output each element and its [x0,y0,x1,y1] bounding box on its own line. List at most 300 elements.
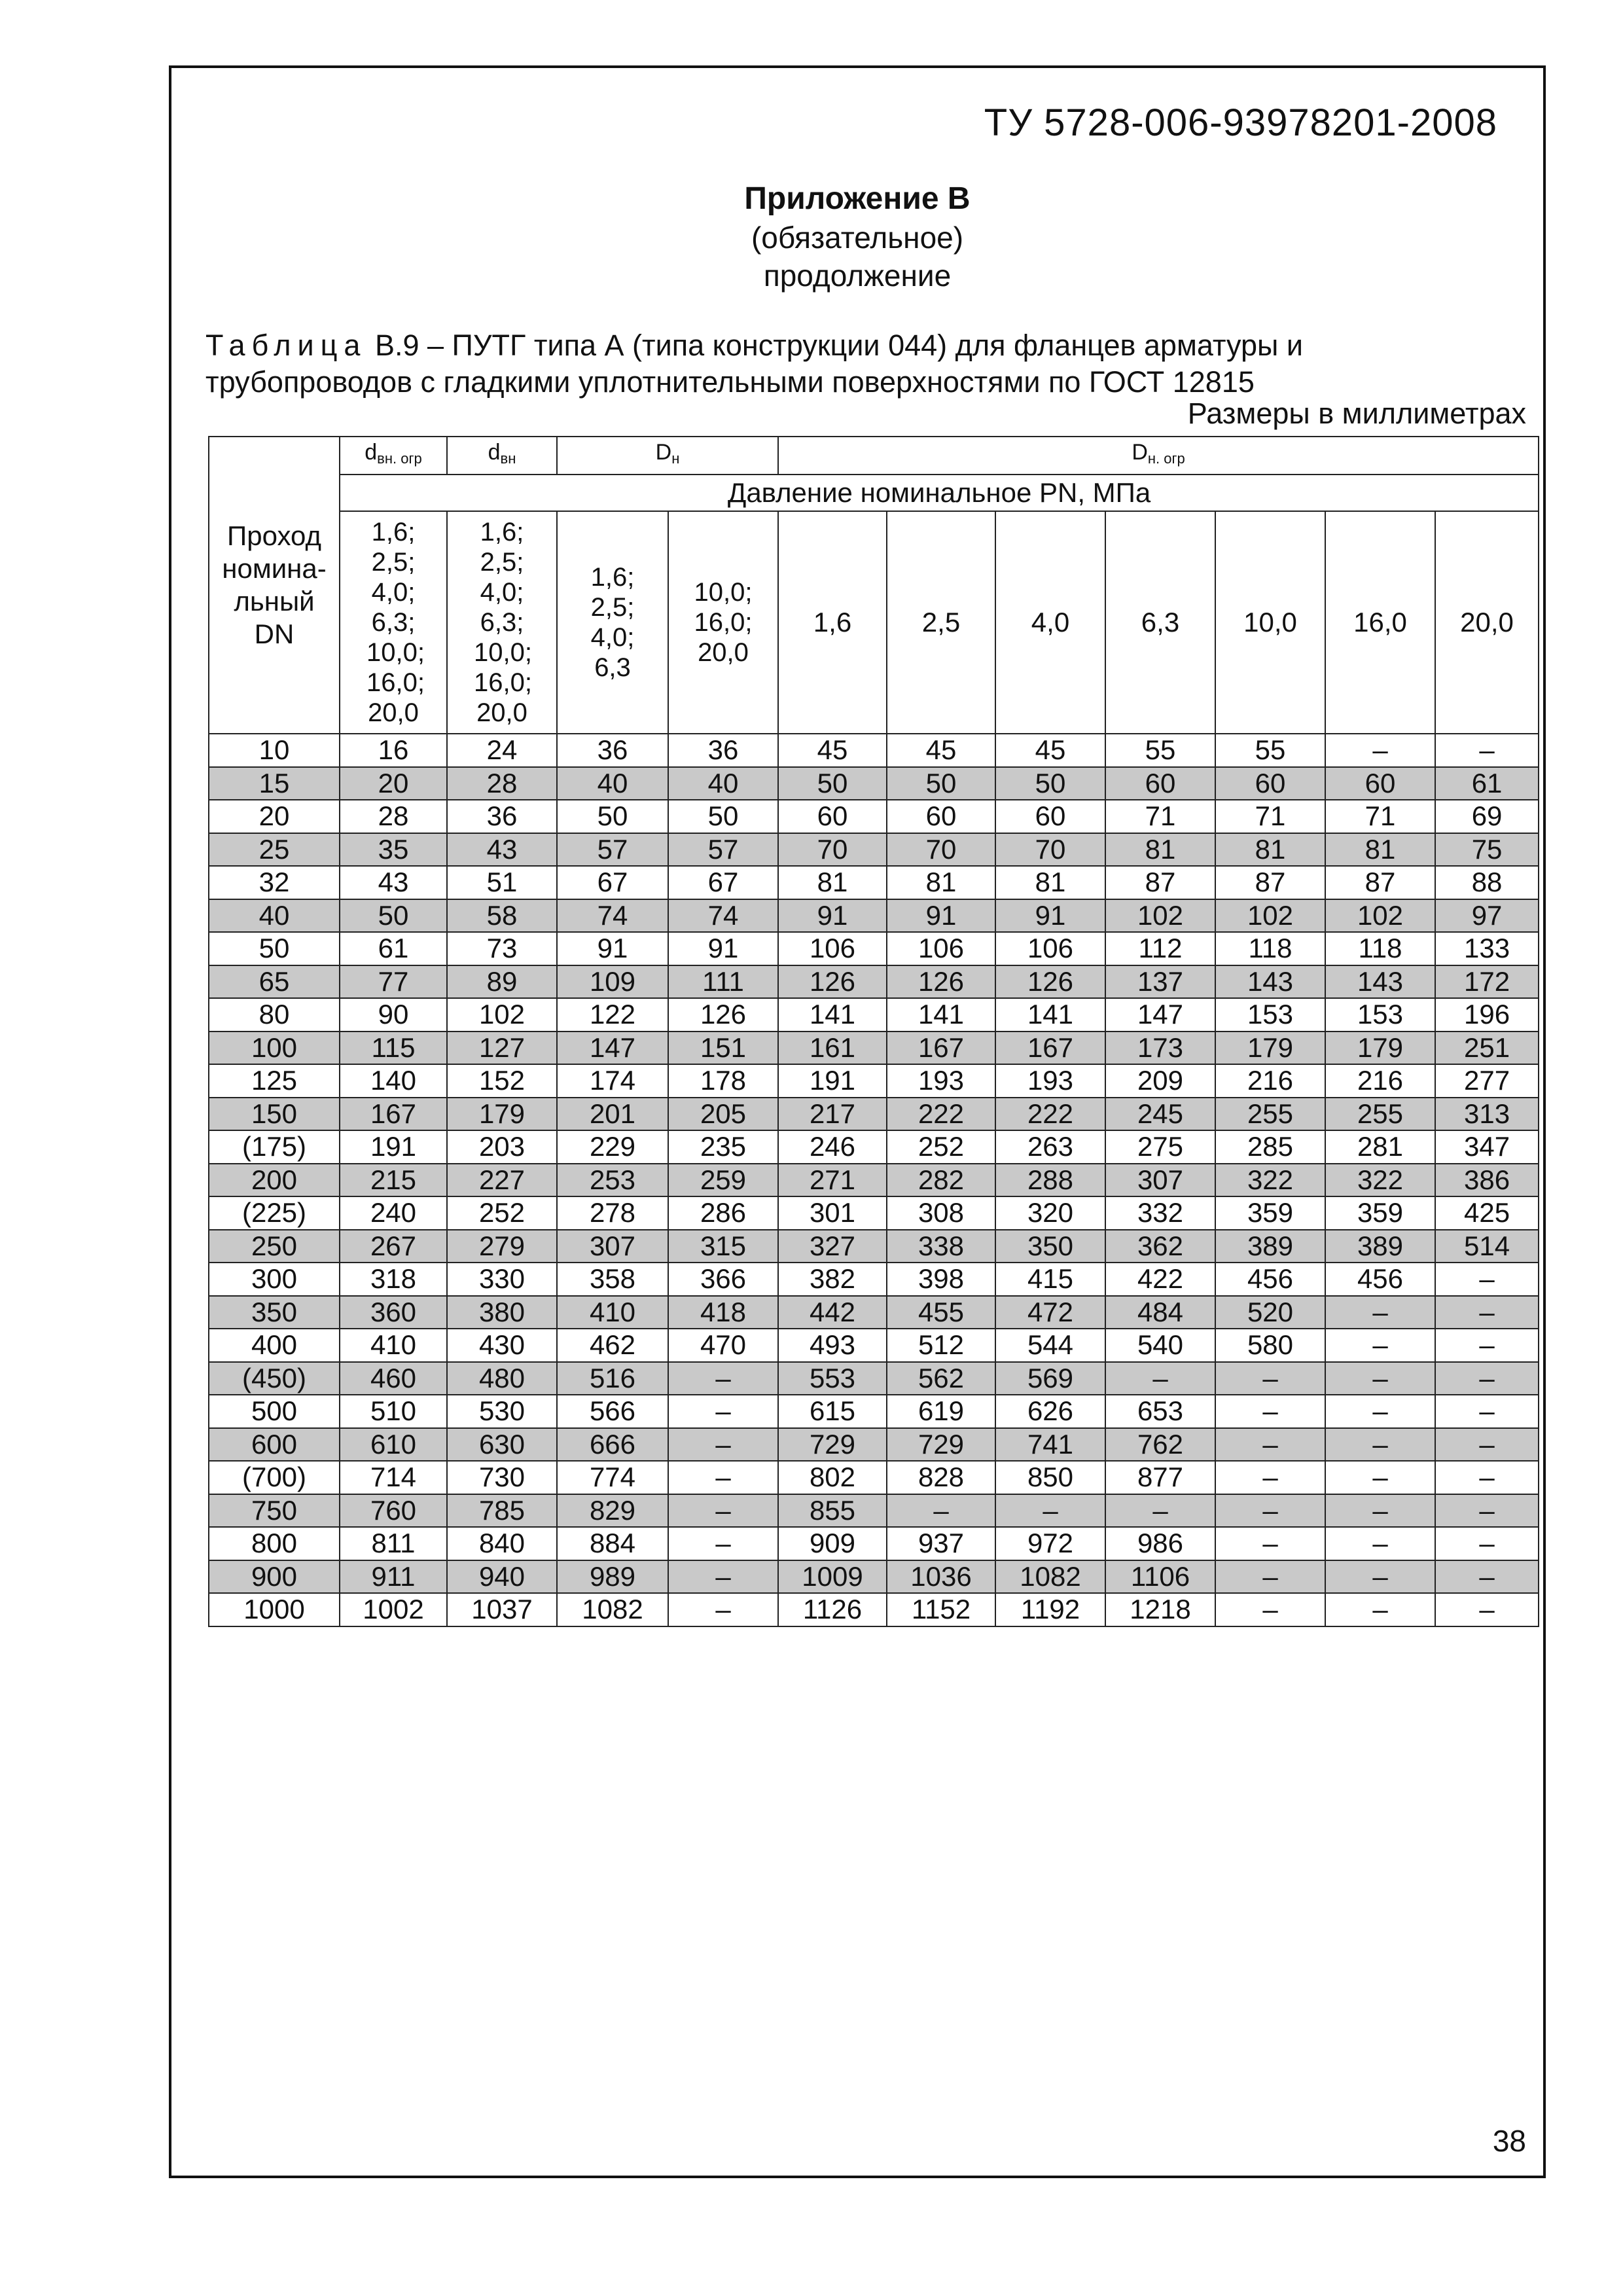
value-cell: 729 [778,1428,887,1462]
table-row [209,1461,1539,1494]
value-cell: – [887,1494,995,1528]
value-cell: 91 [557,932,668,965]
value-cell: 167 [995,1031,1105,1065]
value-cell: – [1435,1263,1539,1296]
value-cell: – [668,1461,778,1494]
value-cell: 330 [447,1263,557,1296]
value-cell: 322 [1215,1164,1325,1197]
table-row [209,734,1539,767]
value-cell: 90 [340,998,447,1031]
value-cell: 741 [995,1428,1105,1462]
value-cell: 179 [447,1098,557,1131]
value-cell: – [1325,1362,1435,1395]
value-cell: 71 [1105,800,1215,833]
value-cell: 50 [557,800,668,833]
table-row [209,1130,1539,1164]
table-row [209,767,1539,800]
value-cell: 141 [995,998,1105,1031]
value-cell: 55 [1215,734,1325,767]
value-cell: 102 [1325,899,1435,933]
value-cell: 179 [1215,1031,1325,1065]
value-cell: – [1105,1362,1215,1395]
value-cell: 127 [447,1031,557,1065]
value-cell: 286 [668,1196,778,1230]
value-cell: 167 [340,1098,447,1131]
value-cell: 1002 [340,1593,447,1626]
pn-col-header: 4,0 [995,511,1105,734]
value-cell: 811 [340,1527,447,1560]
value-cell: 50 [995,767,1105,800]
value-cell: 802 [778,1461,887,1494]
value-cell: – [1435,1329,1539,1362]
value-cell: 307 [557,1230,668,1263]
table-row [209,1263,1539,1296]
dn-cell: 900 [209,1560,340,1594]
dn-cell: 25 [209,833,340,867]
value-cell: 267 [340,1230,447,1263]
value-cell: 972 [995,1527,1105,1560]
value-cell: 91 [668,932,778,965]
value-cell: 986 [1105,1527,1215,1560]
value-cell: – [668,1527,778,1560]
value-cell: 60 [778,800,887,833]
value-cell: 115 [340,1031,447,1065]
value-cell: – [1435,734,1539,767]
value-cell: 167 [887,1031,995,1065]
value-cell: 246 [778,1130,887,1164]
value-cell: 259 [668,1164,778,1197]
value-cell: 141 [887,998,995,1031]
value-cell: 389 [1215,1230,1325,1263]
value-cell: – [668,1362,778,1395]
dn-cell: 20 [209,800,340,833]
table-row [209,1362,1539,1395]
value-cell: 460 [340,1362,447,1395]
dn-cell: 800 [209,1527,340,1560]
value-cell: 1009 [778,1560,887,1594]
pn-col-header: 6,3 [1105,511,1215,734]
table-row [209,1560,1539,1594]
pn-col-header: 10,0 [1215,511,1325,734]
value-cell: 43 [340,866,447,899]
table-row [209,1296,1539,1329]
value-cell: – [1435,1461,1539,1494]
value-cell: – [668,1395,778,1428]
value-cell: 173 [1105,1031,1215,1065]
value-cell: – [1435,1494,1539,1528]
dn-cell: 350 [209,1296,340,1329]
value-cell: 87 [1105,866,1215,899]
value-cell: 172 [1435,965,1539,999]
value-cell: – [1435,1593,1539,1626]
value-cell: 252 [887,1130,995,1164]
value-cell: 398 [887,1263,995,1296]
value-cell: 462 [557,1329,668,1362]
value-cell: 282 [887,1164,995,1197]
pn-col-header: 16,0 [1325,511,1435,734]
value-cell: 140 [340,1064,447,1098]
value-cell: 102 [1105,899,1215,933]
value-cell: 203 [447,1130,557,1164]
dn-cell: 250 [209,1230,340,1263]
value-cell: 512 [887,1329,995,1362]
value-cell: 67 [557,866,668,899]
value-cell: 118 [1215,932,1325,965]
value-cell: 16 [340,734,447,767]
value-cell: – [668,1494,778,1528]
value-cell: – [1325,1461,1435,1494]
value-cell: – [1215,1593,1325,1626]
value-cell: 785 [447,1494,557,1528]
value-cell: 540 [1105,1329,1215,1362]
value-cell: 126 [995,965,1105,999]
value-cell: 456 [1215,1263,1325,1296]
value-cell: 1037 [447,1593,557,1626]
value-cell: 147 [557,1031,668,1065]
value-cell: 205 [668,1098,778,1131]
value-cell: 1192 [995,1593,1105,1626]
value-cell: 57 [557,833,668,867]
pn-col-header: 1,6 [778,511,887,734]
gasket-dimensions-table [208,436,1539,1627]
table-row [209,1196,1539,1230]
value-cell: – [1325,1560,1435,1594]
appendix-continuation: продолжение [763,259,952,293]
value-cell: 36 [668,734,778,767]
value-cell: 178 [668,1064,778,1098]
d-vn-ogr-header: $d_{вн. огр}$ [340,437,447,475]
value-cell: 209 [1105,1064,1215,1098]
value-cell: 530 [447,1395,557,1428]
caption-lead: Таблица [205,329,367,362]
value-cell: 222 [887,1098,995,1131]
value-cell: – [1215,1395,1325,1428]
value-cell: 70 [995,833,1105,867]
value-cell: 653 [1105,1395,1215,1428]
value-cell: 285 [1215,1130,1325,1164]
value-cell: 106 [778,932,887,965]
value-cell: 430 [447,1329,557,1362]
value-cell: 77 [340,965,447,999]
dn-header: Проход номина-льный DN [209,437,340,734]
value-cell: 51 [447,866,557,899]
value-cell: 87 [1325,866,1435,899]
value-cell: 760 [340,1494,447,1528]
dn-cell: 50 [209,932,340,965]
value-cell: 229 [557,1130,668,1164]
value-cell: 619 [887,1395,995,1428]
value-cell: 308 [887,1196,995,1230]
value-cell: – [1325,1593,1435,1626]
value-cell: – [995,1494,1105,1528]
value-cell: 911 [340,1560,447,1594]
value-cell: 714 [340,1461,447,1494]
value-cell: 60 [887,800,995,833]
value-cell: 50 [778,767,887,800]
value-cell: – [1105,1494,1215,1528]
value-cell: 50 [887,767,995,800]
value-cell: 442 [778,1296,887,1329]
value-cell: 70 [887,833,995,867]
value-cell: 109 [557,965,668,999]
value-cell: 161 [778,1031,887,1065]
value-cell: 89 [447,965,557,999]
value-cell: 61 [1435,767,1539,800]
value-cell: 277 [1435,1064,1539,1098]
dn-cell: 100 [209,1031,340,1065]
pn-col-header: 2,5 [887,511,995,734]
value-cell: 520 [1215,1296,1325,1329]
value-cell: 327 [778,1230,887,1263]
value-cell: 81 [995,866,1105,899]
dn-cell: 125 [209,1064,340,1098]
value-cell: – [1215,1362,1325,1395]
value-cell: 102 [447,998,557,1031]
value-cell: 730 [447,1461,557,1494]
value-cell: 279 [447,1230,557,1263]
value-cell: 263 [995,1130,1105,1164]
value-cell: 278 [557,1196,668,1230]
value-cell: 1218 [1105,1593,1215,1626]
value-cell: 60 [1325,767,1435,800]
value-cell: 940 [447,1560,557,1594]
value-cell: 456 [1325,1263,1435,1296]
value-cell: 359 [1325,1196,1435,1230]
table-caption [205,327,1514,401]
value-cell: 828 [887,1461,995,1494]
value-cell: 569 [995,1362,1105,1395]
value-cell: 301 [778,1196,887,1230]
value-cell: 126 [887,965,995,999]
value-cell: – [1325,734,1435,767]
value-cell: 69 [1435,800,1539,833]
value-cell: 271 [778,1164,887,1197]
value-cell: 245 [1105,1098,1215,1131]
dn-cell: 750 [209,1494,340,1528]
value-cell: 1152 [887,1593,995,1626]
value-cell: 143 [1325,965,1435,999]
value-cell: 566 [557,1395,668,1428]
value-cell: 60 [1105,767,1215,800]
value-cell: 50 [340,899,447,933]
value-cell: 514 [1435,1230,1539,1263]
value-cell: 235 [668,1130,778,1164]
value-cell: – [1215,1560,1325,1594]
value-cell: 877 [1105,1461,1215,1494]
value-cell: 70 [778,833,887,867]
value-cell: 255 [1215,1098,1325,1131]
value-cell: 410 [557,1296,668,1329]
value-cell: 216 [1325,1064,1435,1098]
value-cell: 350 [995,1230,1105,1263]
units-note: Размеры в миллиметрах [1187,397,1526,430]
value-cell: 253 [557,1164,668,1197]
value-cell: 359 [1215,1196,1325,1230]
value-cell: 493 [778,1329,887,1362]
value-cell: 222 [995,1098,1105,1131]
value-cell: 307 [1105,1164,1215,1197]
value-cell: 288 [995,1164,1105,1197]
value-cell: 67 [668,866,778,899]
value-cell: 191 [340,1130,447,1164]
dn-cell: 32 [209,866,340,899]
value-cell: 516 [557,1362,668,1395]
value-cell: 196 [1435,998,1539,1031]
value-cell: 382 [778,1263,887,1296]
value-cell: – [1435,1395,1539,1428]
dn-cell: (700) [209,1461,340,1494]
table-row [209,1593,1539,1626]
table-row [209,1230,1539,1263]
value-cell: 45 [887,734,995,767]
value-cell: 322 [1325,1164,1435,1197]
table-body [209,734,1539,1626]
value-cell: 320 [995,1196,1105,1230]
value-cell: 251 [1435,1031,1539,1065]
value-cell: 193 [995,1064,1105,1098]
value-cell: – [1325,1428,1435,1462]
value-cell: 480 [447,1362,557,1395]
table-row [209,1395,1539,1428]
value-cell: 252 [447,1196,557,1230]
D-n-ogr-header: $D_{н. огр}$ [778,437,1539,475]
dn-cell: 80 [209,998,340,1031]
dn-cell: 150 [209,1098,340,1131]
value-cell: 55 [1105,734,1215,767]
value-cell: 97 [1435,899,1539,933]
value-cell: 24 [447,734,557,767]
value-cell: 133 [1435,932,1539,965]
value-cell: 118 [1325,932,1435,965]
value-cell: 91 [778,899,887,933]
value-cell: – [1435,1428,1539,1462]
value-cell: 35 [340,833,447,867]
value-cell: 20 [340,767,447,800]
value-cell: 580 [1215,1329,1325,1362]
value-cell: 422 [1105,1263,1215,1296]
value-cell: 43 [447,833,557,867]
value-cell: 332 [1105,1196,1215,1230]
dn-cell: 400 [209,1329,340,1362]
value-cell: 347 [1435,1130,1539,1164]
dn-cell: (175) [209,1130,340,1164]
dn-cell: 300 [209,1263,340,1296]
value-cell: 840 [447,1527,557,1560]
value-cell: 472 [995,1296,1105,1329]
value-cell: 137 [1105,965,1215,999]
pn-list-low: 1,6; 2,5; 4,0; 6,3 [557,511,668,734]
dn-cell: 200 [209,1164,340,1197]
table-row [209,1428,1539,1462]
page-number: 38 [1492,2124,1526,2158]
value-cell: 28 [447,767,557,800]
value-cell: 989 [557,1560,668,1594]
value-cell: 255 [1325,1098,1435,1131]
value-cell: 122 [557,998,668,1031]
value-cell: 111 [668,965,778,999]
value-cell: 562 [887,1362,995,1395]
value-cell: 410 [340,1329,447,1362]
d-vn-header: $d_{вн}$ [447,437,557,475]
pn-list-d-vn: 1,6; 2,5; 4,0; 6,3; 10,0; 16,0; 20,0 [447,511,557,734]
pn-col-header: 20,0 [1435,511,1539,734]
value-cell: 275 [1105,1130,1215,1164]
value-cell: 81 [1105,833,1215,867]
value-cell: 36 [557,734,668,767]
value-cell: 40 [668,767,778,800]
value-cell: 126 [778,965,887,999]
value-cell: 909 [778,1527,887,1560]
value-cell: 415 [995,1263,1105,1296]
value-cell: 366 [668,1263,778,1296]
value-cell: 884 [557,1527,668,1560]
value-cell: 829 [557,1494,668,1528]
value-cell: 40 [557,767,668,800]
table-row [209,1064,1539,1098]
value-cell: – [1435,1362,1539,1395]
value-cell: 153 [1325,998,1435,1031]
value-cell: 666 [557,1428,668,1462]
table-row [209,866,1539,899]
value-cell: 152 [447,1064,557,1098]
value-cell: 60 [995,800,1105,833]
value-cell: 179 [1325,1031,1435,1065]
value-cell: 61 [340,932,447,965]
value-cell: 338 [887,1230,995,1263]
caption-text: В.9 – ПУТГ типа А (типа конструкции 044) для фланцев арматуры и трубопроводов с гладкими уплотнительными поверхностями по ГОСТ 12815 [205,329,1304,399]
value-cell: 112 [1105,932,1215,965]
value-cell: 1082 [557,1593,668,1626]
dn-cell: 10 [209,734,340,767]
value-cell: 201 [557,1098,668,1131]
value-cell: 470 [668,1329,778,1362]
value-cell: 425 [1435,1196,1539,1230]
pn-list-high: 10,0; 16,0; 20,0 [668,511,778,734]
value-cell: 45 [778,734,887,767]
D-n-header: $D_н$ [557,437,778,475]
value-cell: 71 [1215,800,1325,833]
value-cell: 106 [887,932,995,965]
appendix-status: (обязательное) [751,221,964,255]
value-cell: 315 [668,1230,778,1263]
value-cell: 615 [778,1395,887,1428]
value-cell: 75 [1435,833,1539,867]
value-cell: – [1215,1428,1325,1462]
table-row [209,1494,1539,1528]
value-cell: – [1215,1527,1325,1560]
value-cell: – [1325,1329,1435,1362]
value-cell: 153 [1215,998,1325,1031]
table-row [209,1031,1539,1065]
value-cell: 71 [1325,800,1435,833]
value-cell: 510 [340,1395,447,1428]
value-cell: – [1435,1560,1539,1594]
document-code: ТУ 5728-006-93978201-2008 [984,101,1497,144]
value-cell: 553 [778,1362,887,1395]
value-cell: – [1325,1494,1435,1528]
page-frame [169,65,1546,2178]
value-cell: 81 [778,866,887,899]
value-cell: 610 [340,1428,447,1462]
value-cell: 1036 [887,1560,995,1594]
value-cell: 937 [887,1527,995,1560]
value-cell: 360 [340,1296,447,1329]
dn-cell: 1000 [209,1593,340,1626]
value-cell: 762 [1105,1428,1215,1462]
value-cell: 240 [340,1196,447,1230]
value-cell: 227 [447,1164,557,1197]
dn-cell: 600 [209,1428,340,1462]
